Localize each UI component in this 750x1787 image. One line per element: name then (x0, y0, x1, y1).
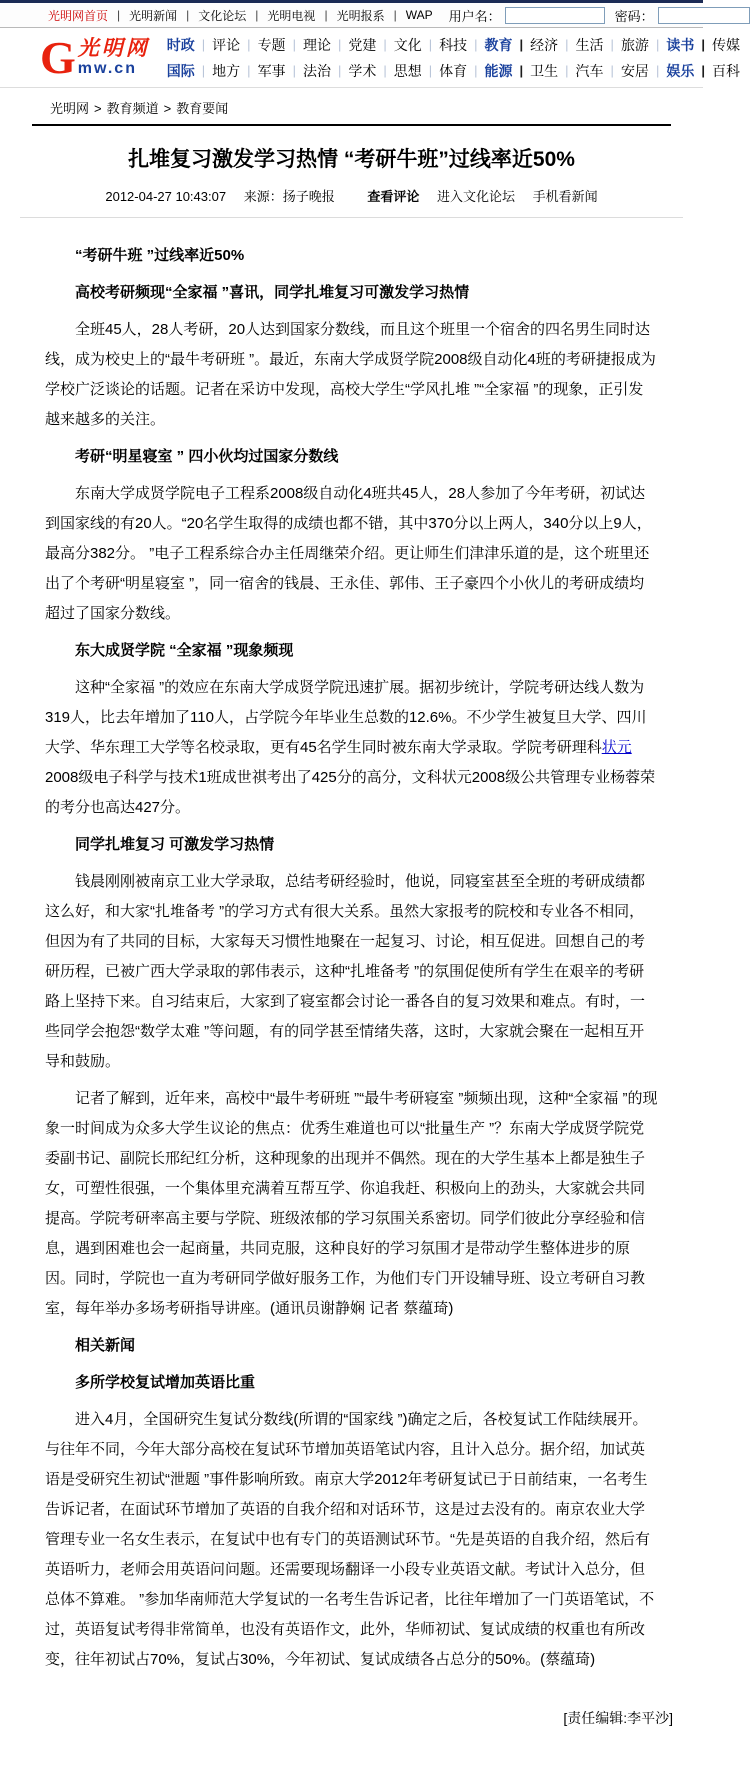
article-paragraph: 记者了解到，近年来，高校中“最牛考研班 ”“最牛考研寝室 ”频频出现，这种“全家福 ”的现象一时间成为众多大学生议论的焦点：优秀生难道也可以“批量生产 ”？东南大学成贤学院党委副书记、副院长邢纪红分析，这种现象的出现并不偶然。现在的大学生基本上都是独生子女，可塑性很强，一个集体里充满着互帮互学、你追我赶、积极向上的劲头，大家就会共同提高。学院考研率高主要与学院、班级浓郁的学习氛围关系密切。同学们彼此分享经验和信息，遇到困难也会一起商量，共同克服，这种良好的学习氛围才是带动学生整体进步的原因。同时，学院也一直为考研同学做好服务工作，为他们专门开设辅导班、设立考研自习教室，每年举办多场考研指导讲座。(通讯员谢静娴 记者 蔡蕴琦) (45, 1090, 658, 1317)
nav-item-jiaoyu[interactable]: 教育 (484, 36, 513, 53)
topbar-link-home[interactable]: 光明网首页 (48, 8, 109, 23)
publish-datetime: 2012-04-27 10:43:07 (105, 189, 227, 204)
breadcrumb-section[interactable]: 教育要闻 (176, 101, 229, 116)
article-subhead: 东大成贤学院 “全家福 ”现象频现 (75, 642, 294, 659)
password-input[interactable] (658, 7, 750, 24)
nav-row-2 (160, 58, 740, 84)
nav-item-chuanmei[interactable]: 传媒 (711, 36, 740, 53)
username-label: 用户名： (448, 8, 501, 24)
divider (324, 8, 327, 22)
topbar-link-papers[interactable]: 光明报系 (336, 8, 385, 23)
article-subhead: 高校考研频现“全家福 ”喜讯，同学扎堆复习可激发学习热情 (75, 284, 470, 301)
meta-divider (20, 217, 683, 218)
top-utility-bar (0, 0, 703, 28)
nav-item-keji[interactable]: 科技 (439, 36, 468, 53)
article-subhead: 考研“明星寝室 ” 四小伙均过国家分数线 (75, 448, 339, 465)
paragraph-text: 2008级电子科学与技术1班成世祺考出了425分的高分，文科状元2008级公共管理专业杨蓉荣的考分也高达427分。 (45, 769, 656, 816)
nav-item-pinglun[interactable]: 评论 (212, 36, 241, 53)
related-news-heading: 相关新闻 (75, 1337, 136, 1354)
zhuangyuan-inline-link[interactable]: 状元 (601, 739, 632, 756)
article-paragraph: 东南大学成贤学院电子工程系2008级自动化4班共45人，28人参加了今年考研，初试达到国家线的有20人。“20名学生取得的成绩也都不错，其中370分以上两人，340分以上9人，最高分382分。 ”电子工程系综合办主任周继荣介绍。更让师生们津津乐道的是，这个班里还出了个考研“明星寝室 ”，同一宿舍的钱晨、王永佳、郭伟、王子豪四个小伙儿的考研成绩均超过了国家分数线。 (45, 485, 652, 622)
editor-credit: [责任编辑:李平沙] (563, 1710, 673, 1726)
nav-item-yule[interactable]: 娱乐 (666, 62, 695, 79)
nav-item-tiyu[interactable]: 体育 (439, 62, 468, 79)
logo-chinese-name: 光明网 (77, 37, 150, 60)
gmw-logo[interactable] (40, 31, 150, 83)
username-input[interactable] (505, 7, 605, 24)
nav-item-fazhi[interactable]: 法治 (302, 62, 331, 79)
article-paragraph (45, 673, 658, 823)
nav-row-1 (160, 32, 740, 58)
breadcrumb-channel[interactable]: 教育频道 (106, 101, 159, 116)
divider (117, 8, 120, 22)
nav-item-difang[interactable]: 地方 (212, 62, 241, 79)
nav-item-anju[interactable]: 安居 (620, 62, 649, 79)
topbar-link-news[interactable]: 光明新闻 (129, 8, 178, 23)
divider (255, 8, 258, 22)
nav-item-shizheng[interactable]: 时政 (166, 36, 195, 53)
related-news-subhead: 多所学校复试增加英语比重 (75, 1374, 256, 1391)
nav-item-guoji[interactable]: 国际 (166, 62, 195, 79)
nav-item-junshi[interactable]: 军事 (257, 62, 286, 79)
enter-forum-link[interactable]: 进入文化论坛 (436, 189, 515, 204)
article-source: 来源：扬子晚报 (243, 189, 335, 204)
title-divider (32, 124, 671, 126)
nav-item-qiche[interactable]: 汽车 (575, 62, 604, 79)
topbar-link-wap[interactable]: WAP (405, 8, 433, 22)
nav-item-shenghuo[interactable]: 生活 (575, 36, 604, 53)
logo-domain: mw.cn (77, 60, 137, 77)
divider (394, 8, 397, 22)
page-title: 扎堆复习激发学习热情 “考研牛班”过线率近50% (128, 148, 575, 171)
nav-item-baike[interactable]: 百科 (711, 62, 740, 79)
nav-item-wenhua[interactable]: 文化 (393, 36, 422, 53)
nav-item-lilun[interactable]: 理论 (302, 36, 331, 53)
breadcrumb-separator (94, 101, 102, 116)
breadcrumb-site[interactable]: 光明网 (50, 101, 90, 116)
article-subhead: 同学扎堆复习 可激发学习热情 (75, 836, 275, 853)
nav-item-sixiang[interactable]: 思想 (393, 62, 422, 79)
nav-item-dangjian[interactable]: 党建 (348, 36, 377, 53)
logo-g-glyph: G (40, 31, 76, 83)
password-label: 密码： (614, 8, 654, 24)
article-paragraph: 进入4月，全国研究生复试分数线(所谓的“国家线 ”)确定之后，各校复试工作陆续展开。与往年不同，今年大部分高校在复试环节增加英语笔试内容，且计入总分。据介绍，加试英语是受研究生初试“泄题 ”事件影响所致。南京大学2012年考研复试已于日前结束，一名考生告诉记者，在面试环节增加了英语的自我介绍和对话环节，这是过去没有的。南京农业大学管理专业一名女生表示，在复试中也有专门的英语测试环节。“先是英语的自我介绍，然后有英语听力，老师会用英语问问题。还需要现场翻译一小段专业英语文献。考试计入总分，但总体不算难。 ”参加华南师范大学复试的一名考生告诉记者，比往年增加了一门英语笔试，不过，英语复试考得非常简单，也没有英语作文，此外，华师初试、复试成绩的权重也有所改变，往年初试占70%，复试占30%，今年初试、复试成绩各占总分的50%。(蔡蕴琦) (45, 1411, 655, 1668)
article-paragraph: 钱晨刚刚被南京工业大学录取，总结考研经验时，他说，同寝室甚至全班的考研成绩都这么好，和大家“扎堆备考 ”的学习方式有很大关系。虽然大家报考的院校和专业各不相同，但因为有了共同的目标，大家每天习惯性地聚在一起复习、讨论，相互促进。回想自己的考研历程，已被广西大学录取的郭伟表示，这种“扎堆备考 ”的氛围促使所有学生在艰辛的考研路上坚持下来。自习结束后，大家到了寝室都会讨论一番各自的复习效果和难点。有时，一些同学会抱怨“数学太难 ”等问题，有的同学甚至情绪失落，这时，大家就会聚在一起相互开导和鼓励。 (45, 873, 646, 1070)
nav-item-lvyou[interactable]: 旅游 (620, 36, 649, 53)
view-comments-link[interactable]: 查看评论 (367, 189, 420, 204)
nav-item-zhuanti[interactable]: 专题 (257, 36, 286, 53)
nav-item-nengyuan[interactable]: 能源 (484, 62, 513, 79)
article-meta (0, 186, 703, 205)
nav-item-dushu[interactable]: 读书 (666, 36, 695, 53)
nav-item-xueshu[interactable]: 学术 (348, 62, 377, 79)
breadcrumb-separator (164, 101, 172, 116)
nav-item-jingji[interactable]: 经济 (530, 36, 559, 53)
article-subhead: “考研牛班 ”过线率近50% (75, 247, 245, 264)
article-paragraph: 全班45人，28人考研，20人达到国家分数线，而且这个班里一个宿舍的四名男生同时达线，成为校史上的“最牛考研班 ”。最近，东南大学成贤学院2008级自动化4班的考研捷报成为学校广泛谈论的话题。记者在采访中发现，高校大学生“学风扎堆 ”“全家福 ”的现象，正引发越来越多的关注。 (45, 321, 656, 428)
breadcrumb (0, 88, 703, 121)
divider (186, 8, 189, 22)
topbar-link-culture-forum[interactable]: 文化论坛 (198, 8, 247, 23)
topbar-link-tv[interactable]: 光明电视 (267, 8, 316, 23)
nav-item-weisheng[interactable]: 卫生 (530, 62, 559, 79)
main-nav (160, 32, 740, 84)
article-body (0, 228, 703, 1675)
mobile-news-link[interactable]: 手机看新闻 (532, 189, 598, 204)
paragraph-text: 这种“全家福 ”的效应在东南大学成贤学院迅速扩展。据初步统计，学院考研达线人数为319人，比去年增加了110人，占学院今年毕业生总数的12.6%。不少学生被复旦大学、四川大学、华东理工大学等名校录取，更有45名学生同时被东南大学录取。学院考研理科 (45, 679, 647, 756)
site-header (0, 28, 740, 88)
